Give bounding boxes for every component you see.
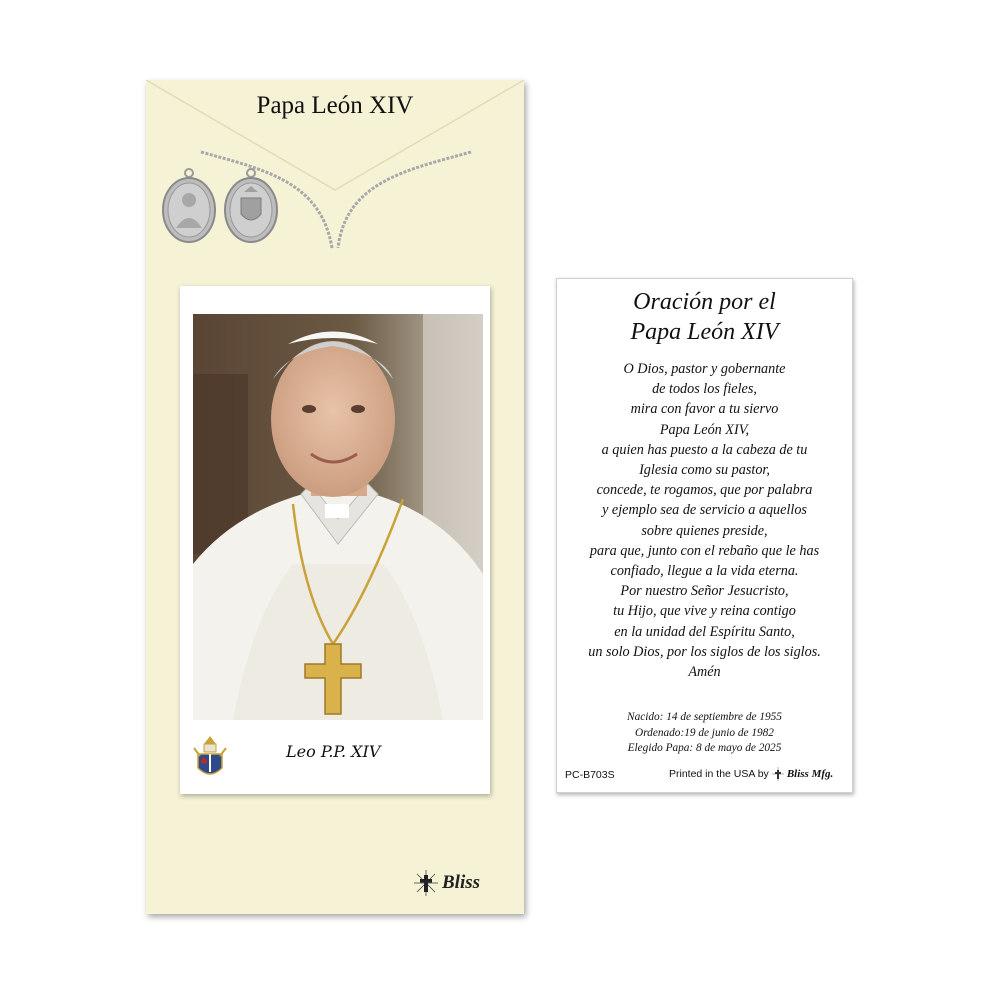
pope-portrait bbox=[193, 314, 483, 720]
product-title: Papa León XIV bbox=[256, 92, 414, 119]
prayer-line: confiado, llegue a la vida eterna. bbox=[610, 563, 799, 580]
printed-text: Printed in the USA by bbox=[669, 768, 769, 780]
fact-born: Nacido: 14 de septiembre de 1955 bbox=[627, 711, 782, 723]
prayer-line: a quien has puesto a la cabeza de tu bbox=[601, 441, 808, 458]
coat-of-arms-medal-icon bbox=[222, 168, 280, 244]
bliss-wordmark: Bliss bbox=[442, 872, 481, 893]
prayer-line: O Dios, pastor y gobernante bbox=[623, 361, 786, 377]
prayer-line: Iglesia como su pastor, bbox=[639, 462, 770, 479]
pope-facts bbox=[557, 710, 852, 757]
prayer-line: concede, te rogamos, que por palabra bbox=[596, 482, 813, 499]
product-code: PC-B703S bbox=[565, 769, 615, 781]
prayer-line: tu Hijo, que vive y reina contigo bbox=[613, 603, 796, 620]
papal-coat-of-arms-icon bbox=[192, 734, 228, 782]
prayer-line: Amén bbox=[688, 664, 721, 681]
prayer-line: Papa León XIV, bbox=[659, 421, 750, 438]
prayer-line: en la unidad del Espíritu Santo, bbox=[614, 623, 795, 640]
printed-by bbox=[669, 767, 833, 781]
cross-burst-icon bbox=[772, 767, 784, 781]
prayer-line: y ejemplo sea de servicio a aquellos bbox=[602, 502, 807, 519]
printer-brand: Bliss Mfg. bbox=[786, 768, 834, 780]
prayer-line: sobre quienes preside, bbox=[641, 522, 768, 539]
prayer-line: Por nuestro Señor Jesucristo, bbox=[620, 583, 789, 600]
prayer-line: para que, junto con el rebaño que le has bbox=[589, 542, 820, 559]
fact-ordained: Ordenado:19 de junio de 1982 bbox=[635, 726, 774, 739]
prayer-text bbox=[557, 359, 852, 682]
prayer-line: un solo Dios, por los siglos de los siglos. bbox=[588, 643, 821, 660]
fact-elected: Elegido Papa: 8 de mayo de 2025 bbox=[627, 742, 782, 754]
cross-burst-icon bbox=[414, 870, 438, 896]
bliss-logo bbox=[414, 868, 480, 898]
prayer-title-line1: Oración por el bbox=[633, 289, 776, 315]
prayer-title-line2: Papa León XIV bbox=[630, 319, 779, 345]
prayer-line: de todos los fieles, bbox=[652, 381, 757, 398]
pope-signature: Leo P.P. XIV bbox=[286, 742, 381, 761]
prayer-card bbox=[556, 278, 853, 793]
pope-medal-icon bbox=[160, 168, 218, 244]
prayer-line: mira con favor a tu siervo bbox=[630, 401, 779, 418]
